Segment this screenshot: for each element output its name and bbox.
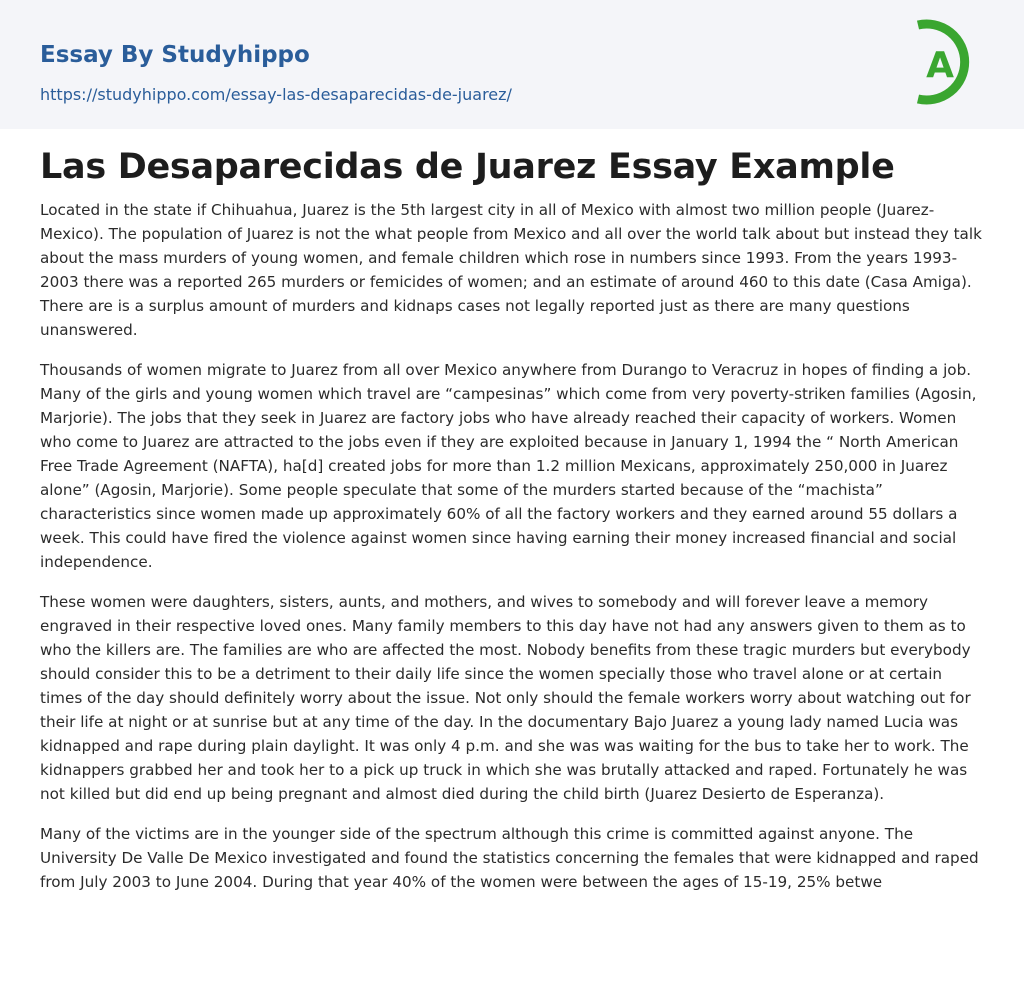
site-header xyxy=(0,0,1024,129)
essay-content xyxy=(40,143,984,910)
essay-paragraph: Many of the victims are in the younger side of the spectrum although this crime is committed against anyone. The University De Valle De Mexico investigated and found the statistics concerning the females that were kidnapped and raped from July 2003 to June 2004. During that year 40% of the women were between the ages of 15-19, 25% betwe xyxy=(40,825,979,891)
site-title[interactable]: Essay By Studyhippo xyxy=(40,42,310,68)
logo-letter: A xyxy=(926,45,954,86)
essay-paragraph: Thousands of women migrate to Juarez from all over Mexico anywhere from Durango to Veracruz in hopes of finding a job. Many of the girls and young women which travel are “campesinas” which come from very poverty-striken families (Agosin, Marjorie). The jobs that they seek in Juarez are factory jobs who have already reached their capacity of workers. Women who come to Juarez are attracted to the jobs even if they are exploited because in January 1, 1994 the “ North American Free Trade Agreement (NAFTA), ha[d] created jobs for more than 1.2 million Mexicans, approximately 250,000 in Juarez alone” (Agosin, Marjorie). Some people speculate that some of the murders started because of the “machista” characteristics since women made up approximately 60% of all the factory workers and they earned around 55 dollars a week. This could have fired the violence against women since having earning their money increased financial and social independence. xyxy=(40,361,977,571)
studyhippo-logo-icon[interactable] xyxy=(910,18,988,106)
essay-title: Las Desaparecidas de Juarez Essay Example xyxy=(40,147,895,187)
essay-paragraph: These women were daughters, sisters, aunts, and mothers, and wives to somebody and will forever leave a memory engraved in their respective loved ones. Many family members to this day have not had any answers given to them as to who the killers are. The families are who are affected the most. Nobody benefits from these tragic murders but everybody should consider this to be a detriment to their daily life since the women specially those who travel alone or at certain times of the day should definitely worry about the issue. Not only should the female workers worry about watching out for their life at night or at sunrise but at any time of the day. In the documentary Bajo Juarez a young lady named Lucia was kidnapped and rape during plain daylight. It was only 4 p.m. and she was was waiting for the bus to take her to work. The kidnappers grabbed her and took her to a pick up truck in which she was brutally attacked and raped. Fortunately he was not killed but did end up being pregnant and almost died during the child birth (Juarez Desierto de Esperanza). xyxy=(40,593,971,803)
essay-paragraph: Located in the state if Chihuahua, Juarez is the 5th largest city in all of Mexico with almost two million people (Juarez-Mexico). The population of Juarez is not the what people from Mexico and all over the world talk about but instead they talk about the mass murders of young women, and female children which rose in numbers since 1993. From the years 1993-2003 there was a reported 265 murders or femicides of women; and an estimate of around 460 to this date (Casa Amiga). There are is a surplus amount of murders and kidnaps cases not legally reported just as there are many questions unanswered. xyxy=(40,201,982,339)
essay-url-link[interactable]: https://studyhippo.com/essay-las-desaparecidas-de-juarez/ xyxy=(40,85,512,104)
